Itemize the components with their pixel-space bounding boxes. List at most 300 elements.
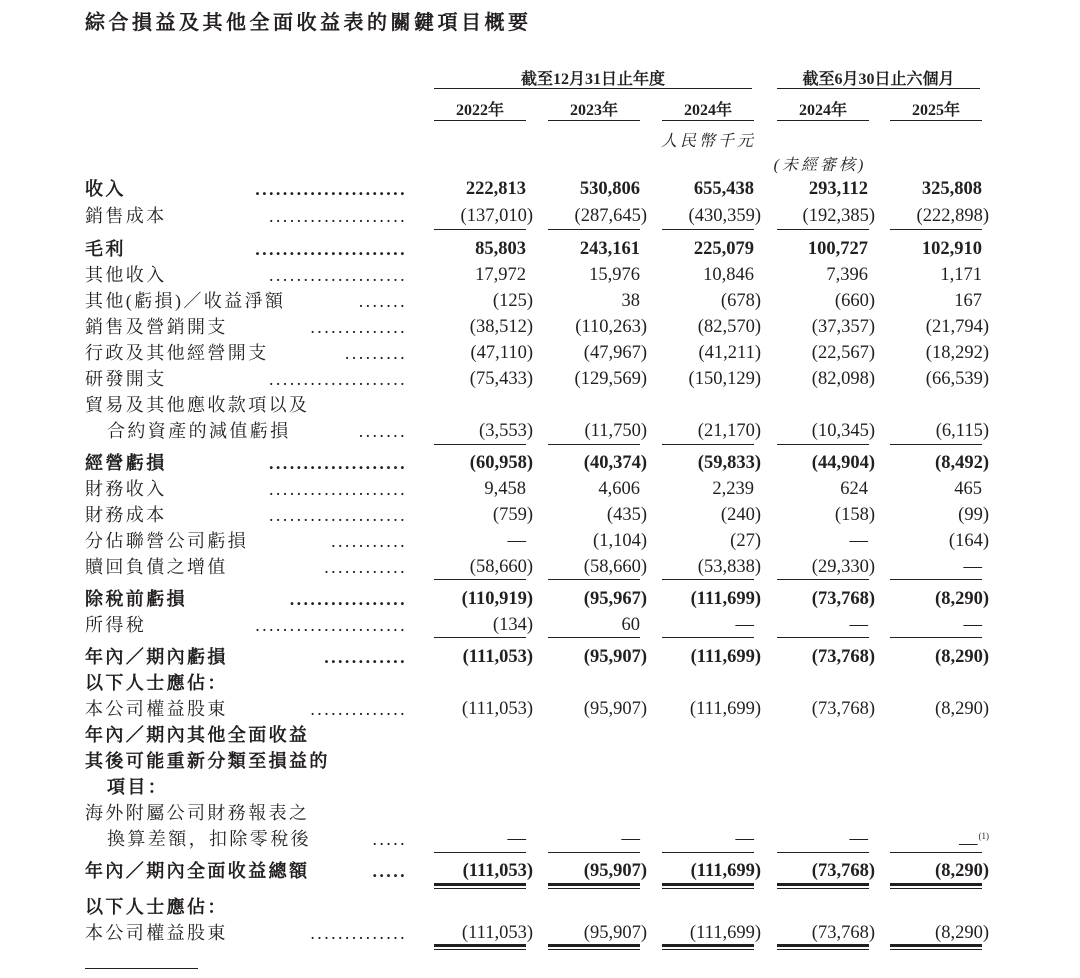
cell-value-text: (6,115) xyxy=(935,421,989,441)
table-row xyxy=(0,314,1080,340)
cell-value-text: 225,079 xyxy=(693,239,754,259)
column-header-rule xyxy=(434,120,526,121)
cell-value xyxy=(651,612,761,638)
cell-value-text: (164) xyxy=(948,531,989,551)
cell-value xyxy=(765,418,875,444)
row-label xyxy=(85,920,407,946)
subtotal-rule xyxy=(434,637,526,638)
table-row xyxy=(0,418,1080,444)
cell-value-text: 38 xyxy=(621,291,640,311)
row-label-text: 海外附屬公司財務報表之 xyxy=(85,803,310,823)
cell-value-text: (125) xyxy=(492,291,533,311)
table-row xyxy=(0,554,1080,580)
unaudited-note: (未經審核) xyxy=(773,157,867,174)
leader-dots: .................... xyxy=(269,502,407,528)
row-label-text: 財務成本 xyxy=(85,505,167,525)
footnote-marker: (1) xyxy=(978,831,989,841)
row-label xyxy=(85,894,407,920)
cell-value-text: (58,660) xyxy=(583,557,647,577)
footnote-rule xyxy=(85,968,198,969)
cell-value xyxy=(537,858,647,884)
cell-value xyxy=(537,340,647,366)
table-row xyxy=(0,586,1080,612)
cell-value-text: (59,833) xyxy=(697,453,761,473)
row-label-text: 其他(虧損)／收益淨額 xyxy=(85,291,286,311)
row-label xyxy=(85,644,407,670)
cell-value xyxy=(765,920,875,946)
cell-value xyxy=(651,366,761,392)
row-label xyxy=(85,340,407,366)
cell-value-text: (73,768) xyxy=(811,923,875,943)
cell-value xyxy=(765,502,875,528)
total-double-rule xyxy=(777,883,869,889)
table-row xyxy=(0,826,1080,855)
cell-value-text: 655,438 xyxy=(693,179,754,199)
cell-value-text: (129,569) xyxy=(574,369,647,389)
cell-value-text: (21,170) xyxy=(697,421,761,441)
leader-dots: .................... xyxy=(269,203,407,229)
cell-value-text: (99) xyxy=(958,505,989,525)
table-row xyxy=(0,262,1080,288)
row-label-text: 以下人士應佔： xyxy=(85,897,228,917)
row-label xyxy=(85,476,407,502)
row-label-text: 本公司權益股東 xyxy=(85,923,228,943)
table-row xyxy=(0,176,1080,202)
header-group-year-rule xyxy=(434,88,752,89)
leader-dots: .............. xyxy=(310,696,407,722)
cell-value-text: — xyxy=(849,615,868,635)
cell-value-text: (38,512) xyxy=(469,317,533,337)
cell-value xyxy=(651,288,761,314)
cell-value-text: (66,539) xyxy=(925,369,989,389)
row-label-text: 分佔聯營公司虧損 xyxy=(85,531,249,551)
leader-dots: ....... xyxy=(359,288,407,314)
table-row xyxy=(0,612,1080,638)
table-row xyxy=(0,203,1080,229)
column-header-rule xyxy=(548,120,640,121)
cell-value-text: (111,699) xyxy=(689,923,761,943)
subtotal-rule xyxy=(548,852,640,853)
cell-value-text: (75,433) xyxy=(469,369,533,389)
cell-value-text: (430,359) xyxy=(688,206,761,226)
cell-value xyxy=(651,554,761,580)
cell-value-text: 2,239 xyxy=(712,479,754,499)
total-double-rule xyxy=(548,883,640,889)
cell-value-text: — xyxy=(507,829,526,849)
cell-value-text: (110,263) xyxy=(575,317,647,337)
row-label xyxy=(85,612,407,638)
cell-value-text: 530,806 xyxy=(579,179,640,199)
cell-value xyxy=(879,612,989,638)
row-label-text: 本公司權益股東 xyxy=(85,699,228,719)
cell-value xyxy=(765,236,875,262)
cell-value xyxy=(423,450,533,476)
table-row xyxy=(0,920,1080,946)
cell-value-text: — xyxy=(849,829,868,849)
cell-value xyxy=(651,696,761,722)
table-row xyxy=(0,894,1080,920)
total-double-rule xyxy=(662,944,754,950)
cell-value xyxy=(651,586,761,612)
cell-value xyxy=(423,826,533,852)
cell-value-text: 465 xyxy=(954,479,982,499)
cell-value-text: 167 xyxy=(954,291,982,311)
subtotal-rule xyxy=(662,444,754,445)
cell-value-text: (240) xyxy=(720,505,761,525)
cell-value-text: (82,570) xyxy=(697,317,761,337)
cell-value-text: (110,919) xyxy=(461,589,533,609)
subtotal-rule xyxy=(434,852,526,853)
cell-value xyxy=(423,418,533,444)
table-row xyxy=(0,748,1080,774)
row-label xyxy=(85,696,407,722)
cell-value xyxy=(879,554,989,580)
header-group-six-months-rule xyxy=(777,88,980,89)
cell-value-text: 325,808 xyxy=(921,179,982,199)
row-label xyxy=(107,826,407,852)
leader-dots: .............. xyxy=(310,920,407,946)
cell-value xyxy=(879,696,989,722)
total-double-rule xyxy=(890,944,982,950)
cell-value-text: (22,567) xyxy=(811,343,875,363)
cell-value xyxy=(537,696,647,722)
cell-value xyxy=(537,586,647,612)
cell-value-text: (47,967) xyxy=(583,343,647,363)
cell-value xyxy=(651,236,761,262)
cell-value xyxy=(879,262,989,288)
cell-value xyxy=(423,476,533,502)
cell-value-text: (53,838) xyxy=(697,557,761,577)
cell-value xyxy=(537,176,647,202)
subtotal-rule xyxy=(662,637,754,638)
cell-value-text: (8,492) xyxy=(935,453,989,473)
cell-value xyxy=(537,826,647,852)
cell-value-text: 9,458 xyxy=(484,479,526,499)
cell-value-text: (111,053) xyxy=(462,647,533,667)
subtotal-rule xyxy=(890,579,982,580)
subtotal-rule xyxy=(662,229,754,230)
cell-value xyxy=(537,236,647,262)
row-label-text: 研發開支 xyxy=(85,369,167,389)
row-label xyxy=(85,262,407,288)
row-label xyxy=(85,392,407,418)
cell-value xyxy=(765,288,875,314)
cell-value xyxy=(651,176,761,202)
subtotal-rule xyxy=(890,637,982,638)
cell-value-text: — xyxy=(507,531,526,551)
cell-value xyxy=(765,554,875,580)
cell-value xyxy=(423,612,533,638)
row-label xyxy=(85,722,407,748)
table-row xyxy=(0,502,1080,528)
cell-value-text: (37,357) xyxy=(811,317,875,337)
cell-value xyxy=(879,644,989,670)
row-label-text: 其他收入 xyxy=(85,265,167,285)
table-row xyxy=(0,696,1080,722)
cell-value xyxy=(879,528,989,554)
cell-value-text: (222,898) xyxy=(916,206,989,226)
cell-value xyxy=(423,236,533,262)
subtotal-rule xyxy=(890,444,982,445)
cell-value xyxy=(537,366,647,392)
cell-value-text: — xyxy=(849,531,868,551)
row-label-text: 贖回負債之增值 xyxy=(85,557,228,577)
cell-value xyxy=(651,340,761,366)
cell-value xyxy=(423,203,533,229)
leader-dots: ............ xyxy=(324,644,407,670)
cell-value xyxy=(651,502,761,528)
cell-value xyxy=(765,450,875,476)
leader-dots: ................. xyxy=(290,586,407,612)
cell-value-text: (435) xyxy=(606,505,647,525)
cell-value-text: (95,967) xyxy=(583,589,647,609)
leader-dots: ........... xyxy=(331,528,407,554)
subtotal-rule xyxy=(548,637,640,638)
cell-value-text: (11,750) xyxy=(584,421,647,441)
table-row xyxy=(0,236,1080,262)
cell-value xyxy=(765,858,875,884)
cell-value-text: — xyxy=(735,829,754,849)
cell-value xyxy=(651,920,761,946)
table-row xyxy=(0,800,1080,826)
total-double-rule xyxy=(434,944,526,950)
cell-value-text: — xyxy=(735,615,754,635)
cell-value xyxy=(765,203,875,229)
row-label xyxy=(85,748,407,774)
cell-value xyxy=(423,262,533,288)
cell-value-text: (678) xyxy=(720,291,761,311)
cell-value-text: 1,171 xyxy=(940,265,982,285)
cell-value-text: 10,846 xyxy=(703,265,754,285)
leader-dots: ..... xyxy=(373,826,408,852)
column-header-2023: 2023年 xyxy=(569,102,618,119)
cell-value xyxy=(765,528,875,554)
cell-value xyxy=(765,696,875,722)
cell-value xyxy=(651,826,761,852)
row-label xyxy=(107,774,407,800)
cell-value-text: (21,794) xyxy=(925,317,989,337)
table-row xyxy=(0,450,1080,476)
cell-value xyxy=(423,554,533,580)
table-row xyxy=(0,774,1080,800)
cell-value xyxy=(879,858,989,884)
table-row xyxy=(0,392,1080,418)
cell-value xyxy=(765,176,875,202)
cell-value xyxy=(879,502,989,528)
cell-value-text: 102,910 xyxy=(921,239,982,259)
total-double-rule xyxy=(777,944,869,950)
column-header-2022: 2022年 xyxy=(455,102,504,119)
cell-value xyxy=(879,203,989,229)
row-label xyxy=(85,858,407,884)
cell-value-text: (27) xyxy=(730,531,761,551)
cell-value-text: (73,768) xyxy=(811,861,875,881)
cell-value xyxy=(879,176,989,202)
cell-value-text: (111,699) xyxy=(690,647,761,667)
row-label xyxy=(85,586,407,612)
leader-dots: .................... xyxy=(269,450,407,476)
subtotal-rule xyxy=(548,579,640,580)
cell-value xyxy=(423,314,533,340)
cell-value-text: 222,813 xyxy=(465,179,526,199)
cell-value xyxy=(765,612,875,638)
cell-value-text: (287,645) xyxy=(574,206,647,226)
column-header-rule xyxy=(662,120,754,121)
leader-dots: .................... xyxy=(269,262,407,288)
cell-value xyxy=(765,826,875,852)
cell-value xyxy=(537,288,647,314)
cell-value xyxy=(879,450,989,476)
cell-value xyxy=(537,528,647,554)
cell-value xyxy=(423,696,533,722)
cell-value-text: (111,699) xyxy=(690,861,761,881)
row-label-text: 項目： xyxy=(107,777,169,797)
row-label-text: 年內／期內虧損 xyxy=(85,647,228,667)
cell-value-text: (58,660) xyxy=(469,557,533,577)
subtotal-rule xyxy=(434,229,526,230)
row-label xyxy=(85,554,407,580)
cell-value xyxy=(423,528,533,554)
cell-value xyxy=(423,920,533,946)
cell-value xyxy=(765,366,875,392)
row-label-text: 除稅前虧損 xyxy=(85,589,187,609)
row-label-text: 年內／期內其他全面收益 xyxy=(85,725,310,745)
cell-value-text: (1,104) xyxy=(593,531,647,551)
cell-value-text: (10,345) xyxy=(811,421,875,441)
column-header-rule xyxy=(890,120,982,121)
cell-value-text: 17,972 xyxy=(475,265,526,285)
page-title: 綜合損益及其他全面收益表的關鍵項目概要 xyxy=(85,12,532,34)
header-group-six-months: 截至6月30日止六個月 xyxy=(802,71,955,88)
table-row xyxy=(0,476,1080,502)
cell-value xyxy=(651,418,761,444)
cell-value xyxy=(651,528,761,554)
cell-value-text: — xyxy=(963,615,982,635)
cell-value xyxy=(537,554,647,580)
subtotal-rule xyxy=(890,229,982,230)
subtotal-rule xyxy=(434,579,526,580)
cell-value-text: (18,292) xyxy=(925,343,989,363)
cell-value xyxy=(537,450,647,476)
cell-value-text: 60 xyxy=(621,615,640,635)
subtotal-rule xyxy=(548,444,640,445)
subtotal-rule xyxy=(777,229,869,230)
subtotal-rule xyxy=(777,637,869,638)
row-label xyxy=(85,314,407,340)
row-label-text: 銷售成本 xyxy=(85,206,167,226)
leader-dots: ...................... xyxy=(255,612,407,638)
cell-value-text: — xyxy=(963,557,982,577)
cell-value-text: (137,010) xyxy=(460,206,533,226)
cell-value-text: (8,290) xyxy=(935,589,989,609)
cell-value xyxy=(879,288,989,314)
cell-value-text: (192,385) xyxy=(802,206,875,226)
table-row xyxy=(0,670,1080,696)
cell-value-text: (111,699) xyxy=(689,699,761,719)
cell-value xyxy=(537,476,647,502)
cell-value xyxy=(651,314,761,340)
leader-dots: .................... xyxy=(269,476,407,502)
cell-value-text: (759) xyxy=(492,505,533,525)
table-row xyxy=(0,528,1080,554)
cell-value-text: (150,129) xyxy=(688,369,761,389)
cell-value-text: (158) xyxy=(834,505,875,525)
row-label-text: 換算差額，扣除零稅後 xyxy=(107,829,311,849)
cell-value xyxy=(879,340,989,366)
cell-value xyxy=(879,418,989,444)
row-label xyxy=(85,366,407,392)
leader-dots: ....... xyxy=(359,418,407,444)
row-label-text: 年內／期內全面收益總額 xyxy=(85,861,310,881)
subtotal-rule xyxy=(777,444,869,445)
cell-value-text: 293,112 xyxy=(808,179,868,199)
cell-value-text: (8,290) xyxy=(935,699,989,719)
row-label-text: 經營虧損 xyxy=(85,453,167,473)
cell-value-text: 243,161 xyxy=(579,239,640,259)
cell-value-text: (73,768) xyxy=(811,589,875,609)
cell-value xyxy=(765,340,875,366)
cell-value-text: (40,374) xyxy=(583,453,647,473)
leader-dots: ............ xyxy=(324,554,407,580)
cell-value xyxy=(879,236,989,262)
cell-value xyxy=(537,644,647,670)
cell-value-text: (111,053) xyxy=(462,861,533,881)
cell-value xyxy=(423,366,533,392)
row-label-text: 財務收入 xyxy=(85,479,167,499)
row-label-text: 以下人士應佔： xyxy=(85,673,228,693)
row-label-text: 行政及其他經營開支 xyxy=(85,343,269,363)
subtotal-rule xyxy=(890,852,982,853)
cell-value-text: (8,290) xyxy=(935,861,989,881)
leader-dots: ......... xyxy=(345,340,407,366)
leader-dots: .................... xyxy=(269,366,407,392)
cell-value xyxy=(423,858,533,884)
cell-value xyxy=(879,366,989,392)
table-row xyxy=(0,366,1080,392)
row-label xyxy=(85,528,407,554)
cell-value-text: (134) xyxy=(492,615,533,635)
cell-value-text: (3,553) xyxy=(479,421,533,441)
subtotal-rule xyxy=(777,579,869,580)
header-group-year: 截至12月31日止年度 xyxy=(520,71,665,88)
subtotal-rule xyxy=(434,444,526,445)
leader-dots: ...................... xyxy=(255,176,407,202)
column-header-2024: 2024年 xyxy=(683,102,732,119)
row-label xyxy=(85,800,407,826)
row-label xyxy=(85,176,407,202)
cell-value-text: 15,976 xyxy=(589,265,640,285)
cell-value-text: (73,768) xyxy=(811,699,875,719)
cell-value-text: (44,904) xyxy=(811,453,875,473)
subtotal-rule xyxy=(777,852,869,853)
cell-value xyxy=(537,502,647,528)
row-label-text: 毛利 xyxy=(85,239,126,259)
cell-value xyxy=(879,476,989,502)
cell-value xyxy=(423,176,533,202)
cell-value xyxy=(537,314,647,340)
row-label xyxy=(85,236,407,262)
total-double-rule xyxy=(548,944,640,950)
leader-dots: ..... xyxy=(373,858,408,884)
cell-value-text: 85,803 xyxy=(475,239,526,259)
total-double-rule xyxy=(662,883,754,889)
total-double-rule xyxy=(434,883,526,889)
cell-value xyxy=(423,288,533,314)
cell-value-text: (95,907) xyxy=(583,699,647,719)
subtotal-rule xyxy=(662,852,754,853)
column-header-rule xyxy=(777,120,869,121)
row-label-text: 貿易及其他應收款項以及 xyxy=(85,395,310,415)
